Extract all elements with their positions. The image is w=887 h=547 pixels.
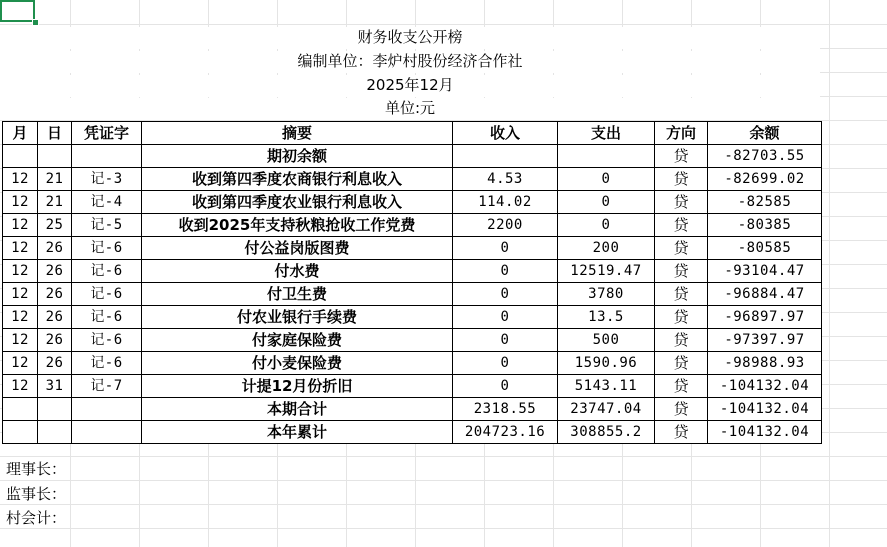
cell-day[interactable] [38,398,72,421]
cell-month[interactable]: 12 [3,306,38,329]
table-row [3,145,822,168]
header-voucher[interactable]: 凭证字 [72,122,142,145]
cell-direction[interactable]: 贷 [655,260,708,283]
table-row [3,283,822,306]
header-income[interactable]: 收入 [453,122,558,145]
ledger-table [2,121,822,444]
cell-balance[interactable]: -80585 [708,237,822,260]
cell-income[interactable]: 0 [453,283,558,306]
table-row [3,421,822,444]
cell-income[interactable]: 2200 [453,214,558,237]
cell-direction[interactable]: 贷 [655,398,708,421]
cell-expense[interactable]: 3780 [558,283,655,306]
cell-direction[interactable]: 贷 [655,375,708,398]
cell-day[interactable]: 26 [38,260,72,283]
cell-balance[interactable]: -82699.02 [708,168,822,191]
cell-month[interactable] [3,398,38,421]
table-row [3,260,822,283]
cell-income[interactable]: 0 [453,375,558,398]
cell-day[interactable]: 31 [38,375,72,398]
cell-direction[interactable]: 贷 [655,283,708,306]
cell-direction[interactable]: 贷 [655,352,708,375]
cell-day[interactable]: 26 [38,283,72,306]
cell-month[interactable]: 12 [3,260,38,283]
cell-day[interactable] [38,145,72,168]
ledger-body [3,145,822,444]
cell-direction[interactable]: 贷 [655,421,708,444]
cell-direction[interactable]: 贷 [655,306,708,329]
cell-month[interactable] [3,145,38,168]
table-row [3,398,822,421]
header-expense[interactable]: 支出 [558,122,655,145]
cell-expense[interactable]: 23747.04 [558,398,655,421]
cell-balance[interactable]: -104132.04 [708,421,822,444]
cell-day[interactable]: 25 [38,214,72,237]
cell-day[interactable]: 26 [38,306,72,329]
cell-expense[interactable]: 0 [558,191,655,214]
header-summary[interactable]: 摘要 [142,122,453,145]
cell-balance[interactable]: -96884.47 [708,283,822,306]
supervisor-signature-label: 监事长： [6,485,67,503]
cell-income[interactable]: 0 [453,329,558,352]
cell-month[interactable]: 12 [3,191,38,214]
header-row [3,122,822,145]
cell-income[interactable]: 0 [453,260,558,283]
cell-summary[interactable]: 本年累计 [142,421,453,444]
cell-voucher[interactable]: 记-6 [72,306,142,329]
cell-expense[interactable]: 5143.11 [558,375,655,398]
cell-income[interactable]: 4.53 [453,168,558,191]
cell-income[interactable]: 0 [453,237,558,260]
cell-month[interactable]: 12 [3,214,38,237]
cell-day[interactable]: 21 [38,191,72,214]
unit-line: 单位:元 [0,98,820,120]
cell-balance[interactable]: -104132.04 [708,375,822,398]
cell-balance[interactable]: -96897.97 [708,306,822,329]
cell-income[interactable]: 2318.55 [453,398,558,421]
cell-income[interactable]: 0 [453,306,558,329]
cell-income[interactable]: 0 [453,352,558,375]
cell-expense[interactable]: 12519.47 [558,260,655,283]
cell-balance[interactable]: -82703.55 [708,145,822,168]
cell-day[interactable]: 21 [38,168,72,191]
cell-month[interactable]: 12 [3,283,38,306]
cell-balance[interactable]: -104132.04 [708,398,822,421]
chair-signature-label: 理事长： [6,460,67,478]
cell-voucher[interactable] [72,398,142,421]
cell-summary[interactable]: 付小麦保险费 [142,352,453,375]
cell-income[interactable] [453,145,558,168]
cell-expense[interactable]: 13.5 [558,306,655,329]
cell-voucher[interactable]: 记-3 [72,168,142,191]
cell-voucher[interactable]: 记-6 [72,237,142,260]
cell-day[interactable]: 26 [38,329,72,352]
cell-balance[interactable]: -93104.47 [708,260,822,283]
cell-summary[interactable]: 付卫生费 [142,283,453,306]
header-month[interactable]: 月 [3,122,38,145]
cell-voucher[interactable]: 记-4 [72,191,142,214]
cell-summary[interactable]: 付水费 [142,260,453,283]
cell-month[interactable] [3,421,38,444]
cell-direction[interactable]: 贷 [655,191,708,214]
cell-expense[interactable]: 1590.96 [558,352,655,375]
header-direction[interactable]: 方向 [655,122,708,145]
table-row [3,168,822,191]
cell-voucher[interactable]: 记-6 [72,329,142,352]
cell-day[interactable]: 26 [38,352,72,375]
cell-voucher[interactable] [72,145,142,168]
cell-voucher[interactable] [72,421,142,444]
cell-voucher[interactable]: 记-7 [72,375,142,398]
cell-month[interactable]: 12 [3,352,38,375]
table-row [3,306,822,329]
cell-expense[interactable] [558,145,655,168]
cell-direction[interactable]: 贷 [655,329,708,352]
cell-expense[interactable]: 200 [558,237,655,260]
cell-income[interactable]: 204723.16 [453,421,558,444]
cell-expense[interactable]: 0 [558,214,655,237]
cell-month[interactable]: 12 [3,375,38,398]
cell-summary[interactable]: 本期合计 [142,398,453,421]
cell-summary[interactable]: 付公益岗版图费 [142,237,453,260]
header-day[interactable]: 日 [38,122,72,145]
cell-summary[interactable]: 期初余额 [142,145,453,168]
cell-month[interactable]: 12 [3,237,38,260]
cell-summary[interactable]: 收到第四季度农业银行利息收入 [142,191,453,214]
cell-summary[interactable]: 付家庭保险费 [142,329,453,352]
table-row [3,352,822,375]
table-row [3,237,822,260]
cell-direction[interactable]: 贷 [655,168,708,191]
cell-direction[interactable]: 贷 [655,237,708,260]
cell-summary[interactable]: 付农业银行手续费 [142,306,453,329]
period-line: 2025年12月 [0,75,820,97]
table-row [3,191,822,214]
active-cell-selection[interactable] [0,0,35,22]
fill-handle[interactable] [32,19,39,26]
cell-voucher[interactable]: 记-6 [72,283,142,306]
cell-expense[interactable]: 0 [558,168,655,191]
cell-summary[interactable]: 计提12月份折旧 [142,375,453,398]
cell-summary[interactable]: 收到第四季度农商银行利息收入 [142,168,453,191]
cell-voucher[interactable]: 记-5 [72,214,142,237]
cell-balance[interactable]: -97397.97 [708,329,822,352]
table-row [3,375,822,398]
table-row [3,214,822,237]
cell-voucher[interactable]: 记-6 [72,260,142,283]
cell-voucher[interactable]: 记-6 [72,352,142,375]
table-row [3,329,822,352]
header-balance[interactable]: 余额 [708,122,822,145]
cell-day[interactable] [38,421,72,444]
cell-month[interactable]: 12 [3,329,38,352]
organization-line: 编制单位：李炉村股份经济合作社 [0,51,820,73]
cell-summary[interactable]: 收到2025年支持秋粮抢收工作党费 [142,214,453,237]
cell-income[interactable]: 114.02 [453,191,558,214]
cell-month[interactable]: 12 [3,168,38,191]
cell-direction[interactable]: 贷 [655,145,708,168]
cell-day[interactable]: 26 [38,237,72,260]
cell-balance[interactable]: -82585 [708,191,822,214]
cell-balance[interactable]: -80385 [708,214,822,237]
cell-balance[interactable]: -98988.93 [708,352,822,375]
accountant-signature-label: 村会计： [6,509,67,527]
cell-expense[interactable]: 500 [558,329,655,352]
document-title: 财务收支公开榜 [0,27,820,49]
cell-direction[interactable]: 贷 [655,214,708,237]
cell-expense[interactable]: 308855.2 [558,421,655,444]
